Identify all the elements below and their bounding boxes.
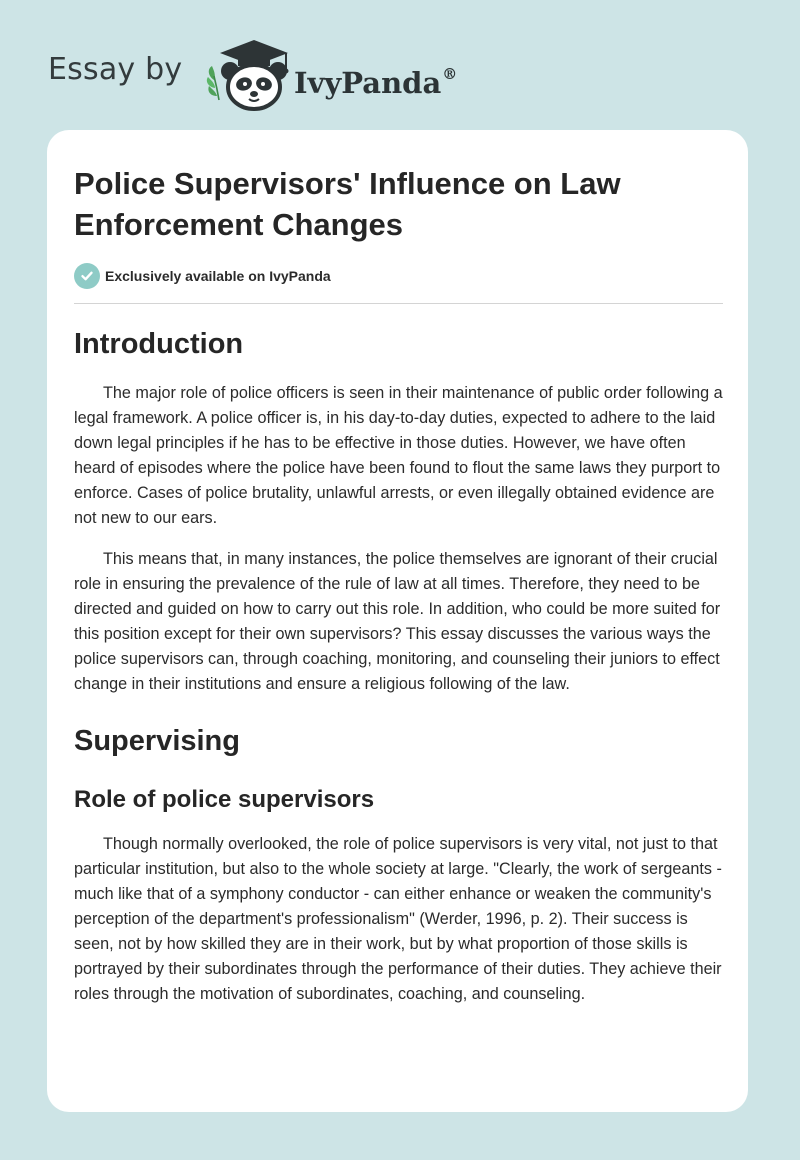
paragraph: The major role of police officers is seen in their maintenance of public order following a legal framework. A police officer is, in his day-to-day duties, expected to adhere to the laid down legal principles if he has to be effective in those duties. However, we have often heard of episodes where the police have been found to flout the same laws they purport to enforce. Cases of police brutality, unlawful arrests, or even illegally obtained evidence are not new to our ears. (74, 384, 723, 527)
brand-name[interactable] (294, 54, 457, 103)
subsection-heading: Role of police supervisors (74, 786, 375, 813)
registered-mark: ® (442, 65, 458, 83)
check-circle-icon (74, 263, 100, 289)
brand-label: IvyPanda (294, 66, 442, 100)
site-header (0, 0, 800, 130)
paragraph: Though normally overlooked, the role of police supervisors is very vital, not just to that particular institution, but also to the whole society at large. "Clearly, the work of sergeants - much like that of a symphony conductor - can either enhance or weaken the community's perception of the department's professionalism" (Werder, 1996, p. 2). Their success is seen, not by how skilled they are in their work, but by what proportion of those skills is portrayed by their subordinates through the performance of their duties. They achieve their roles through the motivation of subordinates, coaching, and counseling. (74, 835, 722, 1003)
section-heading: Supervising (74, 725, 240, 757)
badge-text: Exclusively available on IvyPanda (105, 268, 331, 284)
paragraph: This means that, in many instances, the police themselves are ignorant of their crucial role in ensuring the prevalence of the rule of law at all times. Therefore, they need to be directed and guided on how to carry out this role. In addition, who could be more suited for this position except for their own supervisors? This essay discusses the various ways the police supervisors can, through coaching, monitoring, and counseling their juniors to effect change in their institutions and ensure a religious following of the law. (74, 550, 721, 693)
essay-content (74, 320, 726, 1007)
section-heading: Introduction (74, 328, 244, 360)
exclusive-badge (74, 263, 331, 289)
panda-graduation-cap-icon[interactable] (200, 36, 292, 112)
divider (74, 303, 723, 304)
essay-card (47, 130, 748, 1112)
page-title: Police Supervisors' Influence on Law Enforcement Changes (74, 166, 621, 242)
essay-by-label: Essay by (48, 52, 183, 87)
